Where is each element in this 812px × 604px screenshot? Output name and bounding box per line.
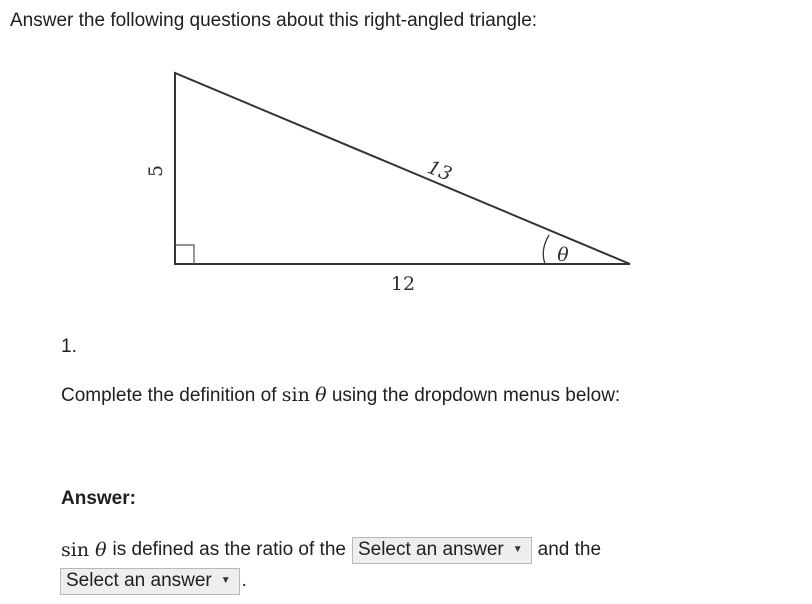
answer-text-before: is defined as the ratio of the [112, 539, 346, 560]
prompt-sin: sin [281, 384, 310, 406]
caret-down-icon: ▼ [220, 575, 231, 586]
question-prompt [61, 382, 620, 409]
answer-dropdown-2[interactable] [60, 568, 240, 595]
answer-sentence-continued [60, 566, 247, 596]
question-number: 1. [61, 336, 77, 357]
answer-text-middle: and the [537, 539, 602, 560]
answer-sentence [61, 535, 601, 565]
answer-dropdown-1-label: Select an answer [357, 539, 504, 560]
answer-dropdown-2-label: Select an answer [66, 570, 212, 591]
prompt-text-after: using the dropdown menus below: [331, 385, 621, 406]
answer-period: . [241, 570, 247, 591]
side-label-vertical: 5 [145, 164, 167, 178]
answer-dropdown-1[interactable] [352, 537, 532, 564]
hypotenuse-label: 13 [424, 156, 455, 186]
angle-label: θ [557, 244, 569, 266]
answer-theta: θ [95, 539, 107, 561]
prompt-text-before: Complete the definition of [61, 385, 277, 406]
intro-text: Answer the following questions about this right-angled triangle: [10, 10, 538, 31]
prompt-theta: θ [315, 384, 327, 406]
answer-sin: sin [61, 539, 90, 561]
angle-arc [543, 235, 549, 264]
caret-down-icon: ▼ [512, 544, 523, 555]
triangle-outline [175, 73, 630, 264]
answer-label: Answer: [61, 488, 136, 509]
right-angle-marker [175, 245, 194, 264]
side-label-horizontal: 12 [390, 273, 416, 295]
